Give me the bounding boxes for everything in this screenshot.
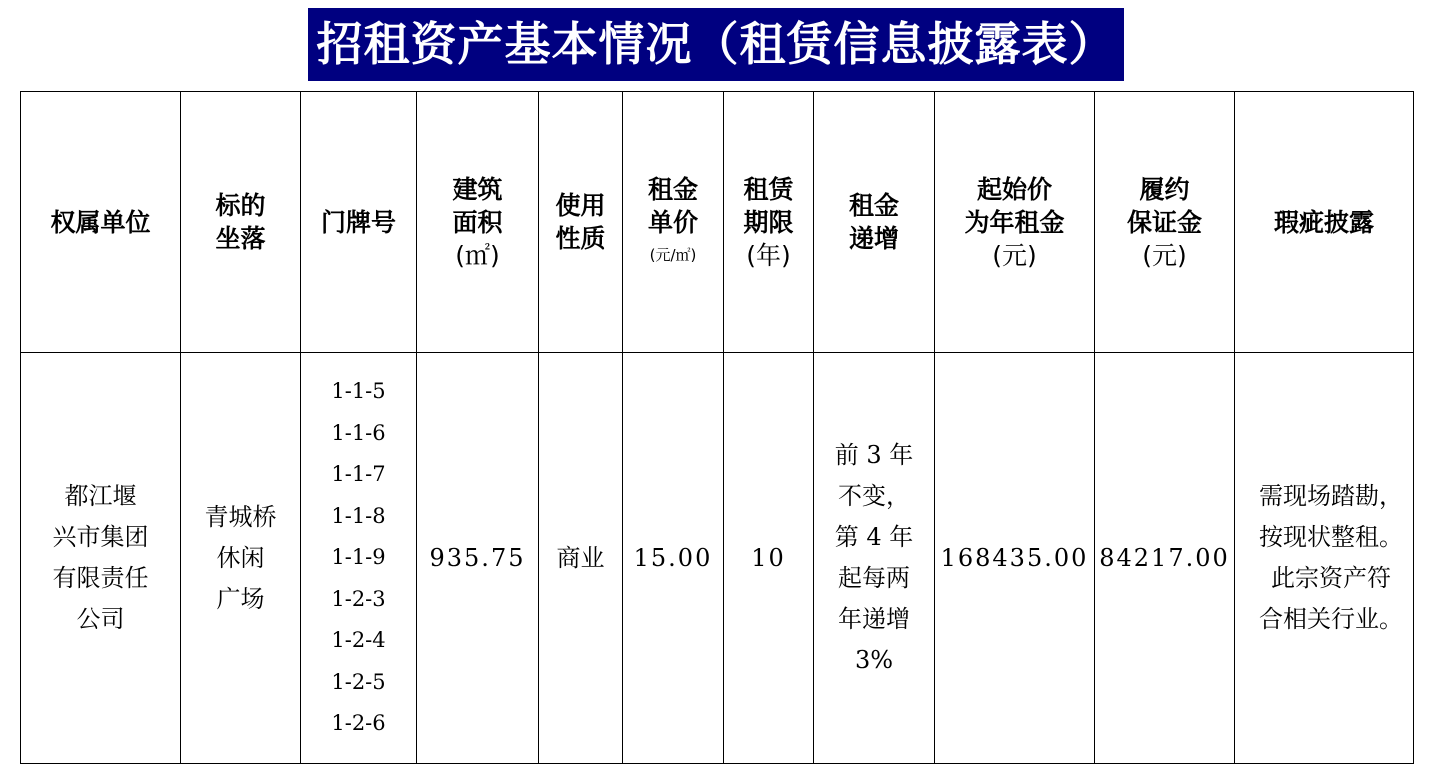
header-location: 标的 坐落 — [181, 92, 301, 353]
rental-info-table — [20, 91, 1414, 764]
header-usage: 使用 性质 — [539, 92, 623, 353]
cell-deposit: 84217.00 — [1095, 353, 1235, 764]
header-owner: 权属单位 — [21, 92, 181, 353]
cell-flaws: 需现场踏勘， 按现状整租。 此宗资产符 合相关行业。 — [1235, 353, 1414, 764]
header-flaws: 瑕疵披露 — [1235, 92, 1414, 353]
page-title: 招租资产基本情况（租赁信息披露表） — [308, 8, 1124, 81]
cell-location: 青城桥 休闲 广场 — [181, 353, 301, 764]
header-deposit: 履约 保证金 (元) — [1095, 92, 1235, 353]
header-unit-price: 租金 单价 (元/㎡) — [623, 92, 724, 353]
cell-rent-increase: 前 3 年 不变， 第 4 年 起每两 年递增 3% — [814, 353, 935, 764]
cell-usage: 商业 — [539, 353, 623, 764]
cell-owner: 都江堰 兴市集团 有限责任 公司 — [21, 353, 181, 764]
table-header-row — [21, 92, 1414, 353]
table-row — [21, 353, 1414, 764]
header-term: 租赁 期限 (年) — [724, 92, 814, 353]
header-start-price: 起始价 为年租金 (元) — [935, 92, 1095, 353]
cell-start-price: 168435.00 — [935, 353, 1095, 764]
cell-term: 10 — [724, 353, 814, 764]
header-rent-increase: 租金 递增 — [814, 92, 935, 353]
cell-area: 935.75 — [417, 353, 539, 764]
cell-unit-price: 15.00 — [623, 353, 724, 764]
cell-door-numbers: 1-1-5 1-1-6 1-1-7 1-1-8 1-1-9 1-2-3 1-2-4 1-2-5 1-2-6 — [301, 353, 417, 764]
header-area: 建筑 面积 (㎡) — [417, 92, 539, 353]
header-door-number: 门牌号 — [301, 92, 417, 353]
